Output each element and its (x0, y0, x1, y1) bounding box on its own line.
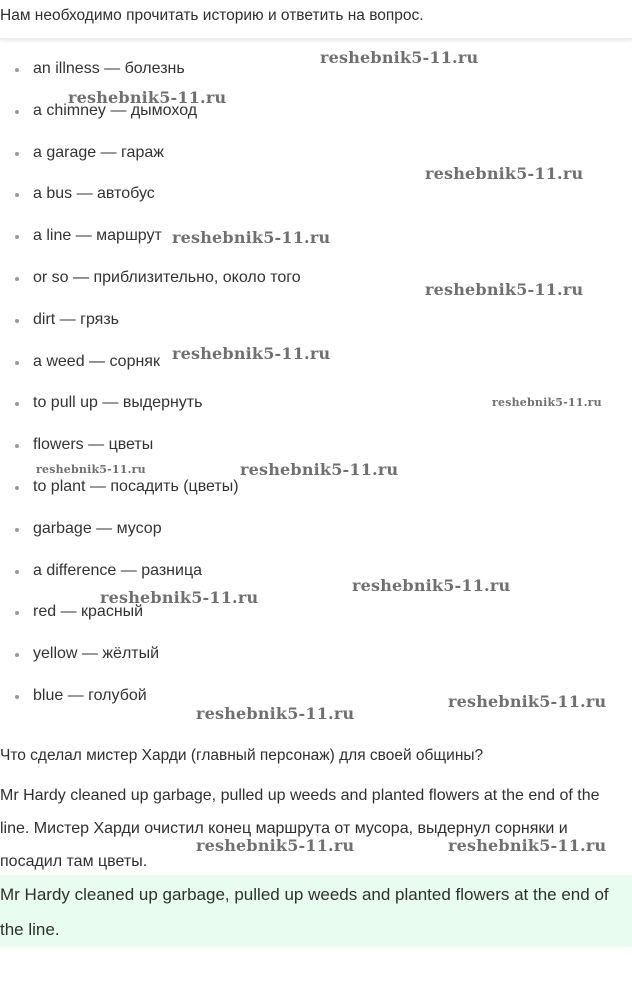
vocab-text: to plant — посадить (цветы) (33, 477, 239, 495)
header-text: Нам необходимо прочитать историю и ответить на вопрос. (0, 7, 424, 24)
watermark: reshebnik5-11.ru (352, 576, 511, 595)
bullet-icon (15, 319, 19, 323)
vocab-text: a chimney — дымоход (33, 101, 198, 119)
vocab-text: or so — приблизительно, около того (33, 268, 301, 286)
watermark: reshebnik5-11.ru (320, 48, 479, 67)
watermark: reshebnik5-11.ru (196, 704, 355, 723)
vocab-text: a weed — сорняк (33, 352, 160, 370)
watermark: reshebnik5-11.ru (492, 396, 602, 409)
vocab-text: a line — маршрут (33, 227, 162, 245)
list-item (0, 263, 301, 305)
list-item (0, 179, 301, 221)
watermark: reshebnik5-11.ru (196, 836, 355, 855)
vocab-text: to pull up — выдернуть (33, 394, 203, 412)
watermark: reshebnik5-11.ru (448, 836, 607, 855)
bullet-icon (15, 486, 19, 490)
bullet-icon (15, 402, 19, 406)
watermark: reshebnik5-11.ru (240, 460, 399, 479)
vocab-text: a difference — разница (33, 561, 202, 579)
vocabulary-list (0, 54, 301, 723)
watermark: reshebnik5-11.ru (425, 280, 584, 299)
bullet-icon (15, 361, 19, 365)
bullet-icon (15, 152, 19, 156)
watermark: reshebnik5-11.ru (36, 463, 146, 476)
bullet-icon (15, 653, 19, 657)
vocab-text: red — красный (33, 603, 144, 621)
vocab-text: dirt — грязь (33, 310, 120, 328)
bullet-icon (15, 695, 19, 699)
bullet-icon (15, 277, 19, 281)
bullet-icon (15, 570, 19, 574)
answer-text: Mr Hardy cleaned up garbage, pulled up weeds and planted flowers at the end of the line. Мистер Харди очистил конец маршрута от мусора, выдернул сорняки и посадил там цветы. (0, 787, 600, 870)
vocab-text: an illness — болезнь (33, 60, 185, 77)
highlighted-answer-block (0, 875, 632, 947)
question-text: Что сделал мистер Харди (главный персонаж) для своей общины? (0, 747, 484, 764)
bullet-icon (15, 193, 19, 197)
watermark: reshebnik5-11.ru (68, 88, 227, 107)
list-item (0, 514, 301, 556)
bullet-icon (15, 68, 19, 72)
bullet-icon (15, 235, 19, 239)
watermark: reshebnik5-11.ru (100, 588, 259, 607)
watermark: reshebnik5-11.ru (448, 692, 607, 711)
bullet-icon (15, 110, 19, 114)
list-item (0, 388, 301, 430)
watermark: reshebnik5-11.ru (425, 164, 584, 183)
vocab-text: yellow — жёлтый (33, 645, 160, 663)
watermark: reshebnik5-11.ru (172, 228, 331, 247)
vocab-text: blue — голубой (33, 686, 147, 704)
vocab-text: garbage — мусор (33, 519, 162, 537)
vocab-text: flowers — цветы (33, 436, 154, 454)
bullet-icon (15, 444, 19, 448)
vocab-text: a garage — гараж (33, 143, 164, 161)
watermark: reshebnik5-11.ru (172, 344, 331, 363)
bullet-icon (15, 611, 19, 615)
highlighted-answer-text: Mr Hardy cleaned up garbage, pulled up weeds and planted flowers at the end of the line. (0, 885, 609, 939)
vocab-text: a bus — автобус (33, 185, 155, 203)
bullet-icon (15, 528, 19, 532)
list-item (0, 639, 301, 681)
page-header (0, 0, 632, 39)
list-item (0, 138, 301, 180)
list-item (0, 305, 301, 347)
